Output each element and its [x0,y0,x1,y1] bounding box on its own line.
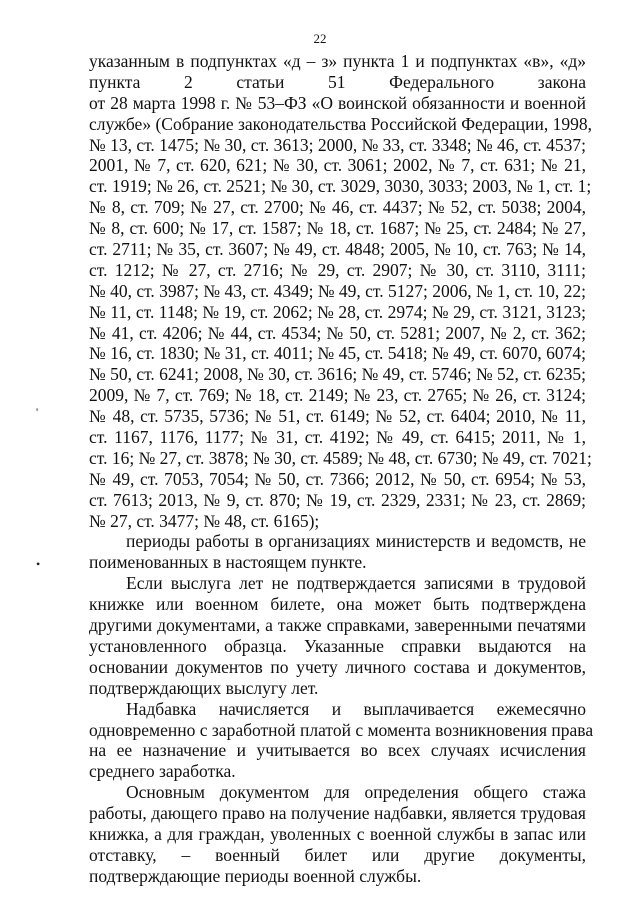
text-line: работы, дающего право на получение надбавки, является трудовая [89,803,586,824]
document-body [89,51,594,887]
text-line: книжка, а для граждан, уволенных с военной службы в запас или [89,823,586,844]
text-line: от 28 марта 1998 г. № 53–ФЗ «О воинской обязанности и военной [89,92,586,113]
text-line: № 40, ст. 3987; № 43, ст. 4349; № 49, ст. 5127; 2006, № 1, ст. 10, 22; [89,280,587,301]
text-line: ст. 1919; № 26, ст. 2521; № 30, ст. 3029, 3030, 3033; 2003, № 1, ст. 1; [89,176,592,197]
margin-mark: • [36,557,41,571]
text-line: Надбавка начисляется и выплачивается ежемесячно [126,698,586,719]
text-line: подтверждающих выслугу лет. [89,677,319,698]
text-line: 2001, № 7, ст. 620, 621; № 30, ст. 3061; 2002, № 7, ст. 631; № 21, [89,155,586,176]
text-line: № 13, ст. 1475; № 30, ст. 3613; 2000, № 33, ст. 3348; № 46, ст. 4537; [89,134,587,155]
text-line: ст. 1167, 1176, 1177; № 31, ст. 4192; № 49, ст. 6415; 2011, № 1, [89,427,586,448]
text-line: одновременно с заработной платой с момента возникновения права [89,719,594,740]
page-number: 22 [313,31,327,46]
text-line: отставку, – военный билет или другие документы, [89,844,586,865]
text-line: № 8, ст. 709; № 27, ст. 2700; № 46, ст. 4437; № 52, ст. 5038; 2004, [89,197,586,218]
text-line: ст. 7613; 2013, № 9, ст. 870; № 19, ст. 2329, 2331; № 23, ст. 2869; [89,489,586,510]
text-line: периоды работы в организациях министерств и ведомств, не [126,531,586,552]
text-line: подтверждающие периоды военной службы. [89,865,422,886]
text-line: ст. 2711; № 35, ст. 3607; № 49, ст. 4848; 2005, № 10, ст. 763; № 14, [89,239,586,260]
text-line: другими документами, а также справками, заверенными печатями [89,615,586,636]
text-line: № 8, ст. 600; № 17, ст. 1587; № 18, ст. 1687; № 25, ст. 2484; № 27, [89,218,586,239]
text-line: Если выслуга лет не подтверждается записями в трудовой [126,573,586,594]
text-line: среднего заработка. [89,761,236,782]
text-line: ст. 1212; № 27, ст. 2716; № 29, ст. 2907; № 30, ст. 3110, 3111; [89,259,586,280]
text-line: основании документов по учету личного состава и документов, [89,656,586,677]
text-line: № 48, ст. 5735, 5736; № 51, ст. 6149; № 52, ст. 6404; 2010, № 11, [89,406,586,427]
text-line: на ее назначение и учитывается во всех случаях исчисления [89,740,586,761]
text-line: указанным в подпунктах «д – з» пункта 1 и подпунктах «в», «д» [89,51,586,71]
text-line: службе» (Собрание законодательства Российской Федерации, 1998, [89,113,592,134]
text-line: книжке или военном билете, она может быть подтверждена [89,594,586,615]
text-line: установленного образца. Указанные справки выдаются на [89,635,586,656]
text-line: № 50, ст. 6241; 2008, № 30, ст. 3616; № 49, ст. 5746; № 52, ст. 6235; [89,364,587,385]
text-line: пункта 2 статьи 51 Федерального закона [89,71,586,92]
text-line: № 49, ст. 7053, 7054; № 50, ст. 7366; 2012, № 50, ст. 6954; № 53, [89,468,586,489]
text-line: Основным документом для определения общего стажа [126,782,586,803]
margin-mark: ' [36,405,39,419]
text-line: № 11, ст. 1148; № 19, ст. 2062; № 28, ст. 2974; № 29, ст. 3121, 3123; [89,301,586,322]
text-line: № 41, ст. 4206; № 44, ст. 4534; № 50, ст. 5281; 2007, № 2, ст. 362; [89,322,586,343]
text-line: 2009, № 7, ст. 769; № 18, ст. 2149; № 23, ст. 2765; № 26, ст. 3124; [89,385,586,406]
text-line: № 27, ст. 3477; № 48, ст. 6165); [89,510,320,531]
text-line: ст. 16; № 27, ст. 3878; № 30, ст. 4589; № 48, ст. 6730; № 49, ст. 7021; [89,447,592,468]
text-line: № 16, ст. 1830; № 31, ст. 4011; № 45, ст. 5418; № 49, ст. 6070, 6074; [89,343,586,364]
text-line: поименованных в настоящем пункте. [89,552,367,573]
